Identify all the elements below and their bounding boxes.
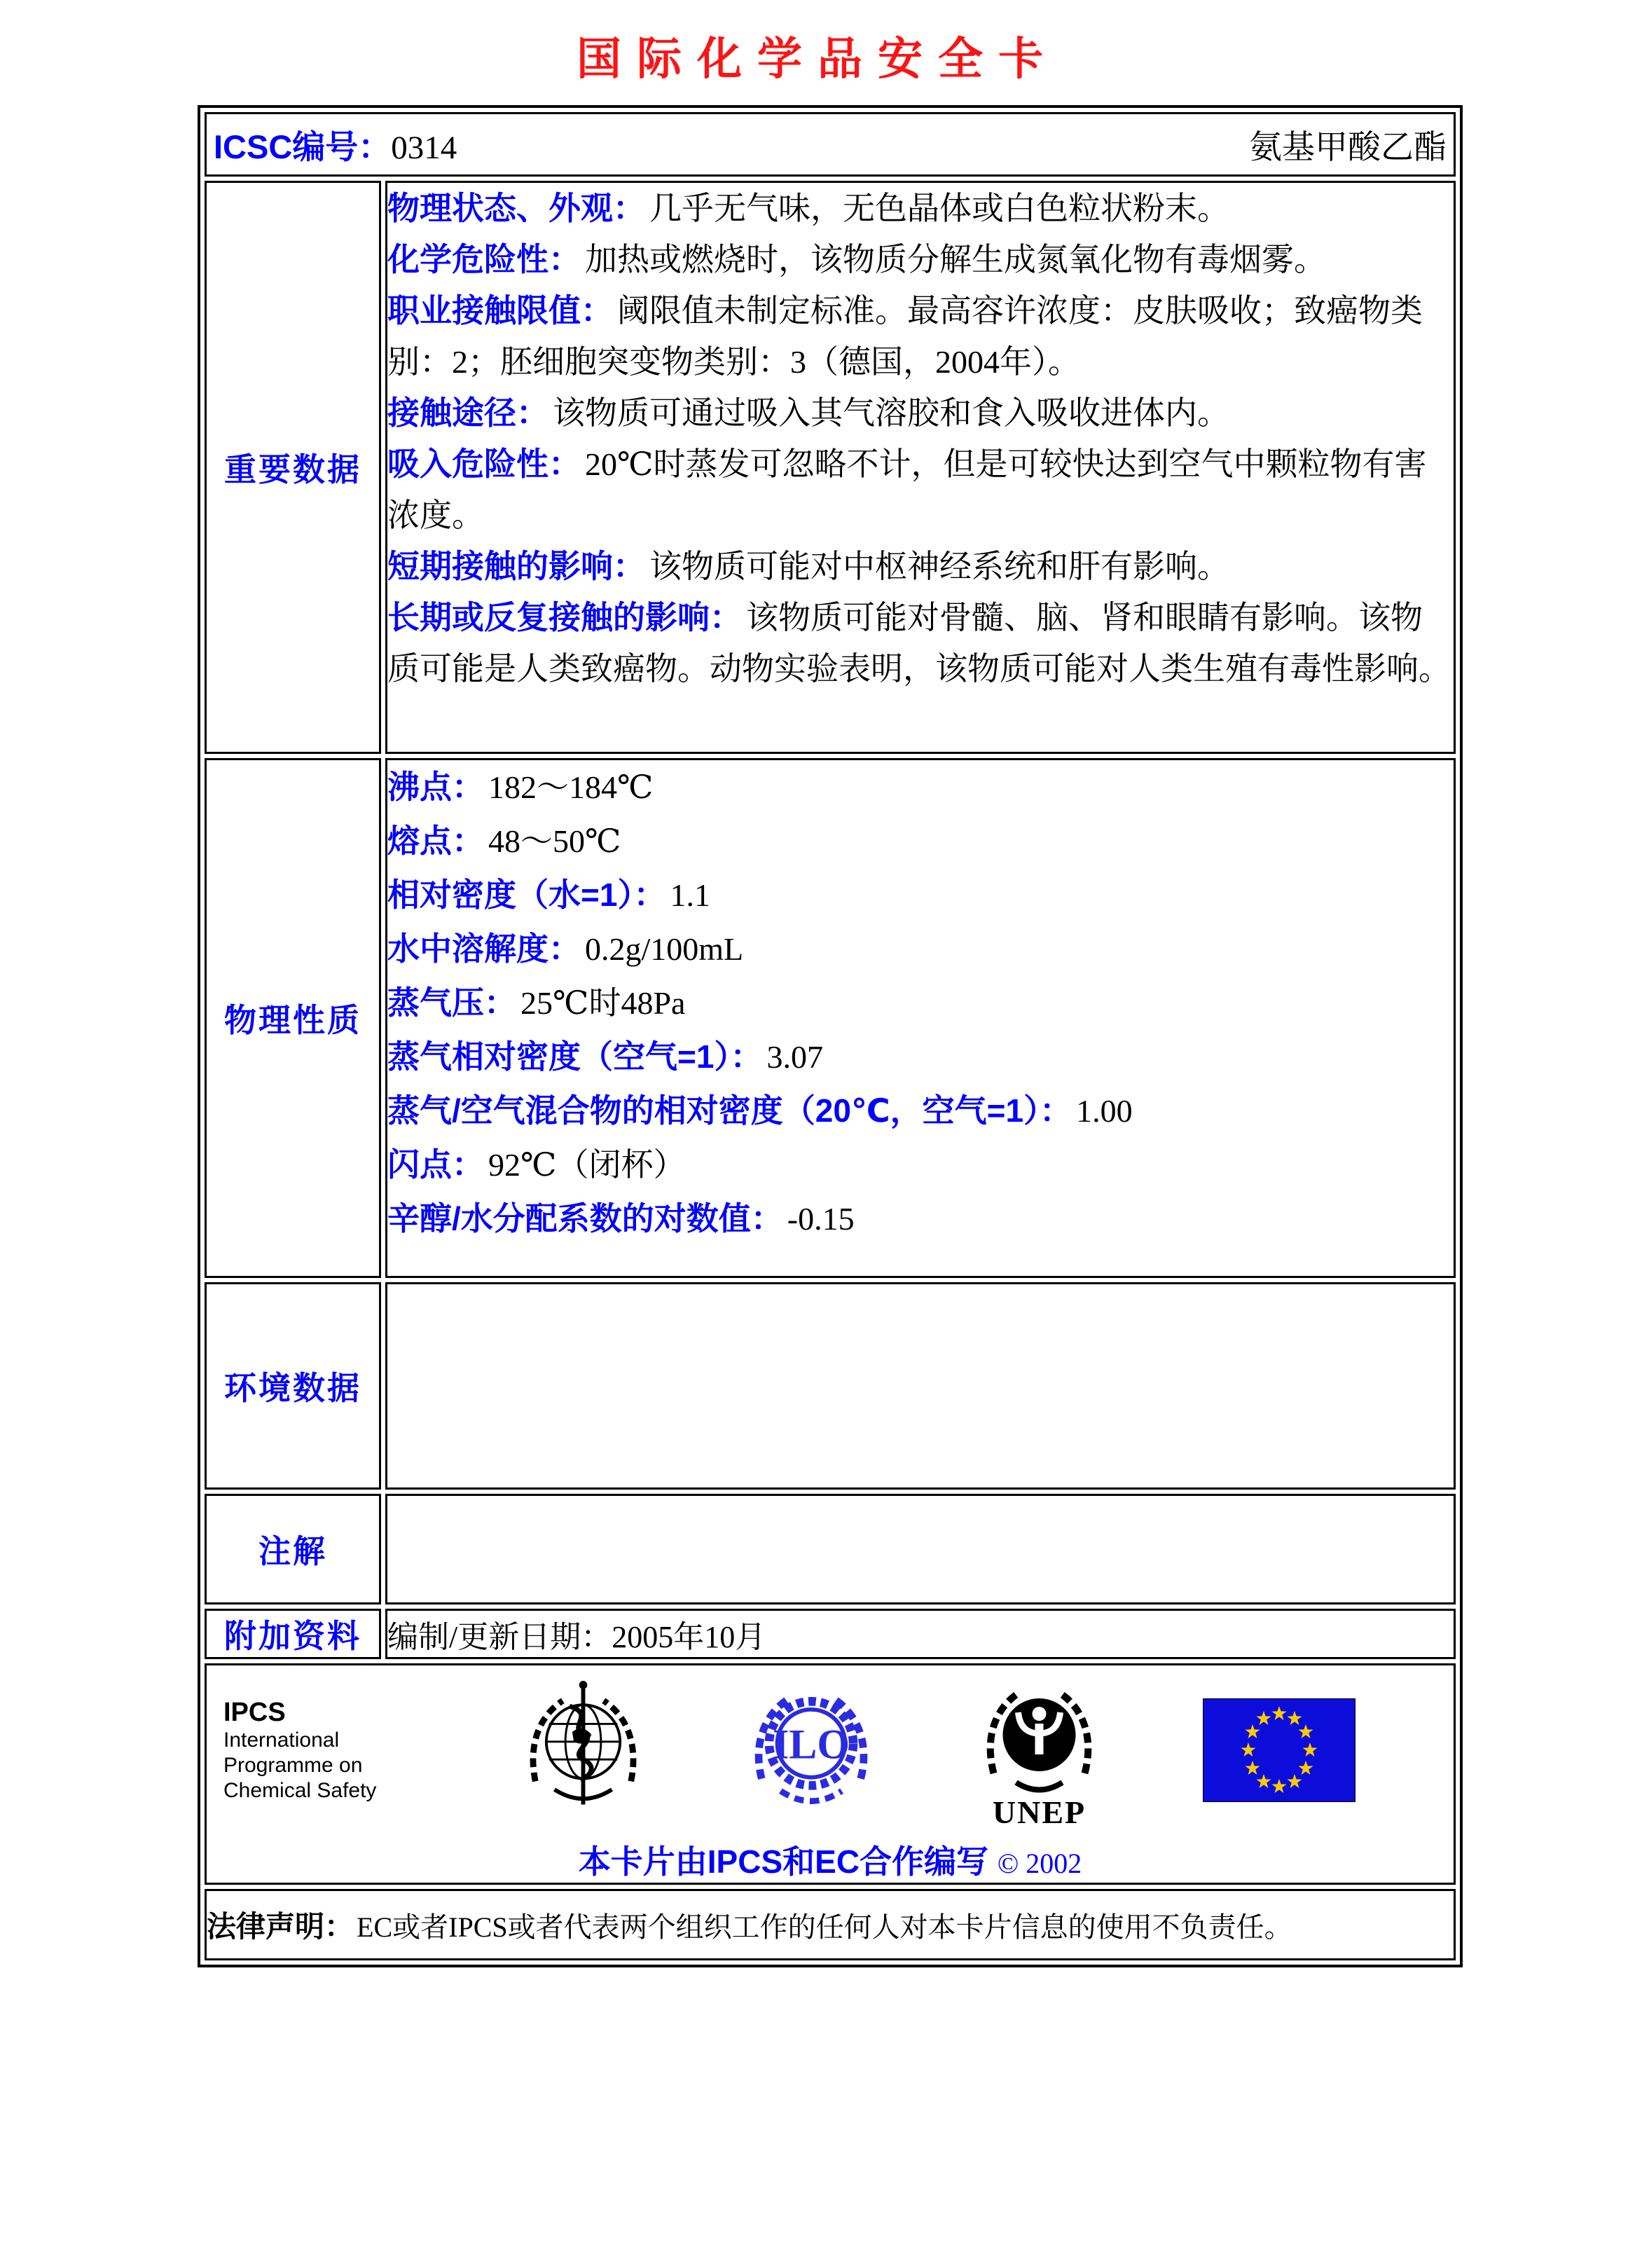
property-value: 3.07 <box>766 1039 823 1075</box>
property-label: 水中溶解度： <box>387 930 581 967</box>
property-value: 几乎无气味，无色晶体或白色粒状粉末。 <box>649 191 1229 226</box>
property-value: 182～184℃ <box>488 769 654 805</box>
icsc-number-value: 0314 <box>391 129 457 166</box>
ipcs-name-line: Chemical Safety <box>223 1779 377 1802</box>
property-line <box>387 285 1454 387</box>
logos-cell <box>205 1663 1456 1885</box>
property-line <box>387 814 1454 868</box>
property-label: 沸点： <box>387 769 484 805</box>
physical-items <box>387 760 1454 1246</box>
property-line <box>387 1192 1454 1246</box>
section-content-environment <box>385 1282 1456 1490</box>
ipcs-name-line: Programme on <box>223 1754 363 1777</box>
legal-notice-label: 法律声明： <box>207 1910 354 1943</box>
unep-logo-text: UNEP <box>992 1794 1086 1829</box>
cooperation-caption <box>207 1836 1454 1883</box>
row-logos <box>205 1663 1456 1885</box>
section-content-notes <box>385 1494 1456 1604</box>
property-line <box>387 1030 1454 1084</box>
section-content-important <box>385 181 1456 754</box>
property-value: 加热或燃烧时，该物质分解生成氮氧化物有毒烟雾。 <box>585 242 1326 277</box>
update-date-label: 编制/更新日期： <box>387 1620 612 1654</box>
property-value: 0.2g/100mL <box>585 931 744 967</box>
property-label: 接触途径： <box>387 394 549 431</box>
property-value: 阈限值未制定标准。最高容许浓度：皮肤吸收；致癌物类别：2；胚细胞突变物类别：3（德国，2004年）。 <box>387 293 1423 380</box>
property-value: 92℃（闭杯） <box>488 1147 686 1183</box>
section-content-additional <box>385 1609 1456 1659</box>
property-line <box>387 976 1454 1030</box>
legal-cell <box>205 1889 1456 1960</box>
property-value: 1.00 <box>1076 1093 1133 1129</box>
eu-flag-icon <box>1203 1698 1355 1802</box>
property-line <box>387 868 1454 922</box>
property-line <box>387 234 1454 285</box>
property-label: 物理状态、外观： <box>387 190 645 226</box>
row-header <box>205 112 1456 177</box>
property-label: 蒸气压： <box>387 984 516 1021</box>
property-value: -0.15 <box>787 1201 855 1237</box>
property-line <box>387 183 1454 234</box>
unep-logo-icon <box>971 1672 1108 1829</box>
chemical-name: 氨基甲酸乙酯 <box>1249 129 1447 166</box>
section-label-additional: 附加资料 <box>205 1609 381 1659</box>
header-cell <box>205 112 1456 177</box>
ipcs-name-line: International <box>223 1729 340 1752</box>
section-label-environment: 环境数据 <box>205 1282 381 1490</box>
property-value: 25℃时48Pa <box>520 985 686 1021</box>
section-label-physical: 物理性质 <box>205 758 381 1278</box>
property-label: 相对密度（水=1）： <box>387 877 666 913</box>
copyright-text: © 2002 <box>997 1848 1082 1879</box>
row-important-data <box>205 181 1456 754</box>
property-label: 化学危险性： <box>387 241 581 277</box>
icsc-number-group <box>214 121 457 168</box>
property-value: 20℃时蒸发可忽略不计，但是可较快达到空气中颗粒物有害浓度。 <box>387 446 1427 533</box>
property-label: 短期接触的影响： <box>387 548 645 584</box>
property-label: 辛醇/水分配系数的对数值： <box>387 1200 783 1237</box>
property-value: 1.1 <box>670 877 710 913</box>
row-notes <box>205 1494 1456 1604</box>
property-value: 该物质可能对中枢神经系统和肝有影响。 <box>649 549 1229 584</box>
property-line <box>387 1138 1454 1192</box>
property-line <box>387 541 1454 592</box>
property-line <box>387 922 1454 976</box>
property-value: 48～50℃ <box>488 823 621 859</box>
important-items <box>387 183 1454 694</box>
property-line <box>387 760 1454 814</box>
icsc-card-table <box>198 105 1463 1967</box>
property-line <box>387 387 1454 439</box>
section-label-notes: 注解 <box>205 1494 381 1604</box>
section-content-physical <box>385 758 1456 1278</box>
ilo-logo-icon <box>747 1682 876 1819</box>
who-logo-icon <box>515 1680 651 1820</box>
row-physical-properties <box>205 758 1456 1278</box>
property-label: 职业接触限值： <box>387 292 613 329</box>
property-value: 该物质可能对骨髓、脑、肾和眼睛有影响。该物质可能是人类致癌物。动物实验表明，该物质可能对人类生殖有毒性影响。 <box>387 600 1451 687</box>
ipcs-acronym: IPCS <box>223 1698 286 1727</box>
property-value: 该物质可通过吸入其气溶胶和食入吸收进体内。 <box>553 395 1229 431</box>
section-label-important: 重要数据 <box>205 181 381 754</box>
property-label: 闪点： <box>387 1146 484 1183</box>
property-label: 蒸气/空气混合物的相对密度（20℃，空气=1）： <box>387 1092 1072 1129</box>
property-line <box>387 439 1454 541</box>
caption-text: 本卡片由IPCS和EC合作编写 <box>578 1843 989 1880</box>
property-label: 吸入危险性： <box>387 446 581 482</box>
row-legal-notice <box>205 1889 1456 1960</box>
icsc-number-label: ICSC编号： <box>214 128 392 165</box>
property-label: 长期或反复接触的影响： <box>387 599 742 635</box>
row-additional-info <box>205 1609 1456 1659</box>
row-environmental-data <box>205 1282 1456 1490</box>
property-line <box>387 592 1454 694</box>
ilo-logo-text: ILO <box>772 1720 850 1768</box>
page-title: 国际化学品安全卡 <box>577 33 1058 85</box>
property-label: 熔点： <box>387 823 484 859</box>
legal-notice-text: EC或者IPCS或者代表两个组织工作的任何人对本卡片信息的使用不负责任。 <box>357 1911 1292 1943</box>
ipcs-block <box>223 1697 420 1803</box>
property-label: 蒸气相对密度（空气=1）： <box>387 1038 763 1075</box>
property-line <box>387 1084 1454 1138</box>
update-date-value: 2005年10月 <box>612 1620 766 1654</box>
